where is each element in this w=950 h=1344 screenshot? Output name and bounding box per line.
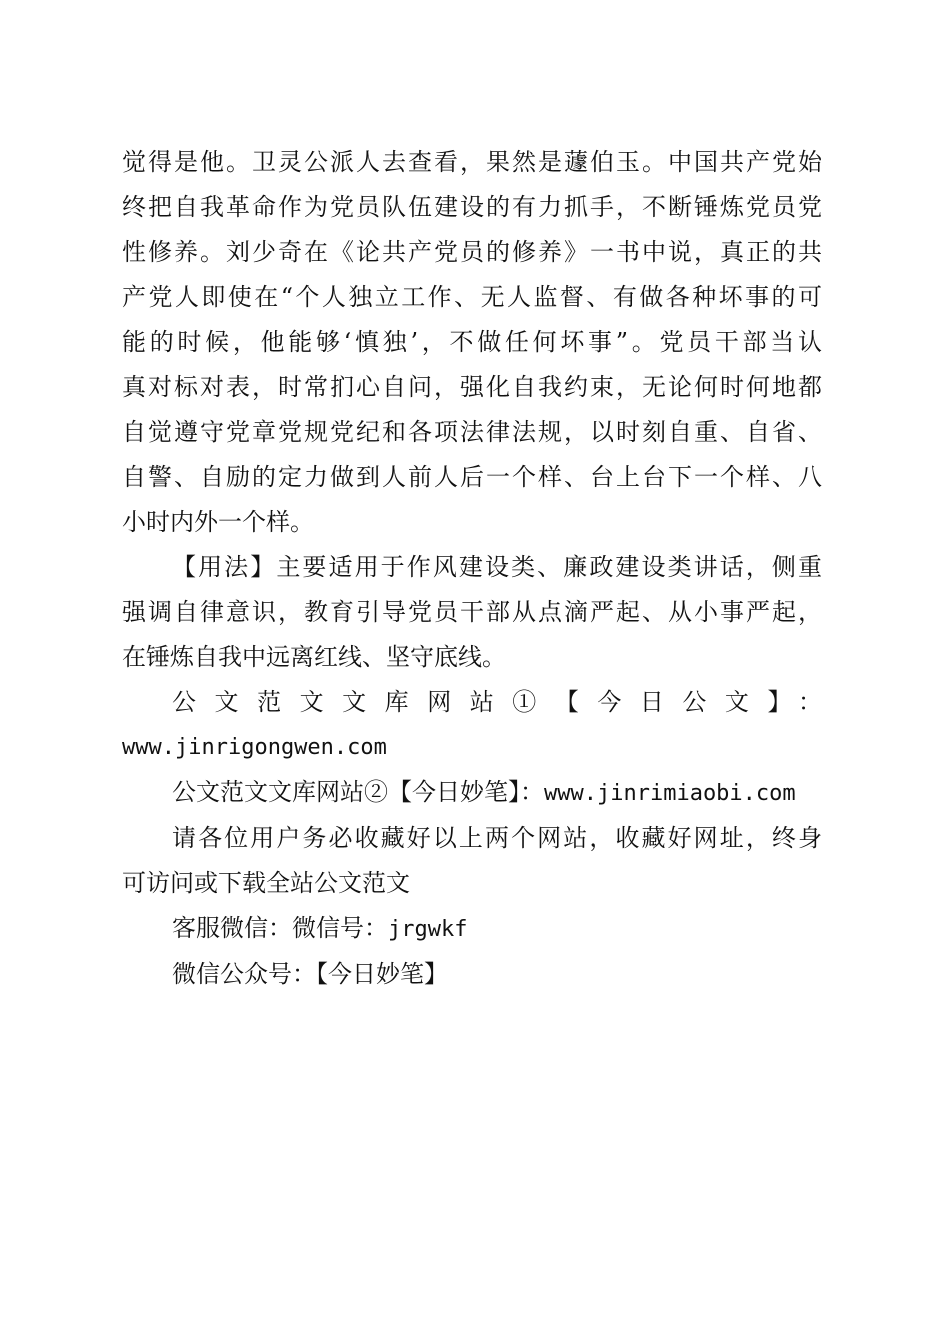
paragraph-line: 【用法】主要适用于作风建设类、廉政建设类讲话，侧重 xyxy=(172,553,822,581)
site1-url-link[interactable]: www.jinrigongwen.com xyxy=(122,735,387,760)
paragraph-line: 小时内外一个样。 xyxy=(122,508,314,536)
paragraph-line: 在锤炼自我中远离红线、坚守底线。 xyxy=(122,643,506,671)
paragraph-line: 性修养。刘少奇在《论共产党员的修养》一书中说，真正的共 xyxy=(122,238,822,266)
paragraph-line: 产党人即使在“个人独立工作、无人监督、有做各种坏事的可 xyxy=(122,283,822,311)
site1-label: 公文范文文库网站①【今日公文】： xyxy=(172,688,822,716)
site2-line xyxy=(122,770,822,816)
official-account-line xyxy=(122,952,822,997)
notice-line: 请各位用户务必收藏好以上两个网站，收藏好网址，终身 xyxy=(172,824,822,852)
service-block xyxy=(122,906,822,952)
paragraph-usage xyxy=(122,545,822,680)
service-line xyxy=(122,906,822,952)
site2-label: 公文范文文库网站②【今日妙笔】： xyxy=(172,778,544,806)
paragraph-line: 自警、自励的定力做到人前人后一个样、台上台下一个样、八 xyxy=(122,463,822,491)
paragraph-line: 终把自我革命作为党员队伍建设的有力抓手，不断锤炼党员党 xyxy=(122,193,822,221)
paragraph-line: 真对标对表，时常扪心自问，强化自我约束，无论何时何地都 xyxy=(122,373,822,401)
official-account-block xyxy=(122,952,822,997)
service-wechat-id: jrgwkf xyxy=(388,917,468,942)
paragraph-line: 强调自律意识，教育引导党员干部从点滴严起、从小事严起， xyxy=(122,598,822,626)
official-account-label: 微信公众号： xyxy=(172,960,316,988)
site2-block xyxy=(122,770,822,816)
paragraph-line: 觉得是他。卫灵公派人去查看，果然是蘧伯玉。中国共产党始 xyxy=(122,148,822,176)
document-content xyxy=(122,140,822,997)
notice-block xyxy=(122,816,822,906)
service-label: 客服微信：微信号： xyxy=(172,914,388,942)
site1-block xyxy=(122,680,822,770)
paragraph-discipline xyxy=(122,140,822,545)
official-account-name: 【今日妙笔】 xyxy=(316,960,448,988)
notice-line: 可访问或下载全站公文范文 xyxy=(122,869,410,897)
paragraph-line: 自觉遵守党章党规党纪和各项法律法规，以时刻自重、自省、 xyxy=(122,418,822,446)
site2-url-link[interactable]: www.jinrimiaobi.com xyxy=(544,781,796,806)
paragraph-line: 能的时候，他能够‘慎独’，不做任何坏事”。党员干部当认 xyxy=(122,328,822,356)
